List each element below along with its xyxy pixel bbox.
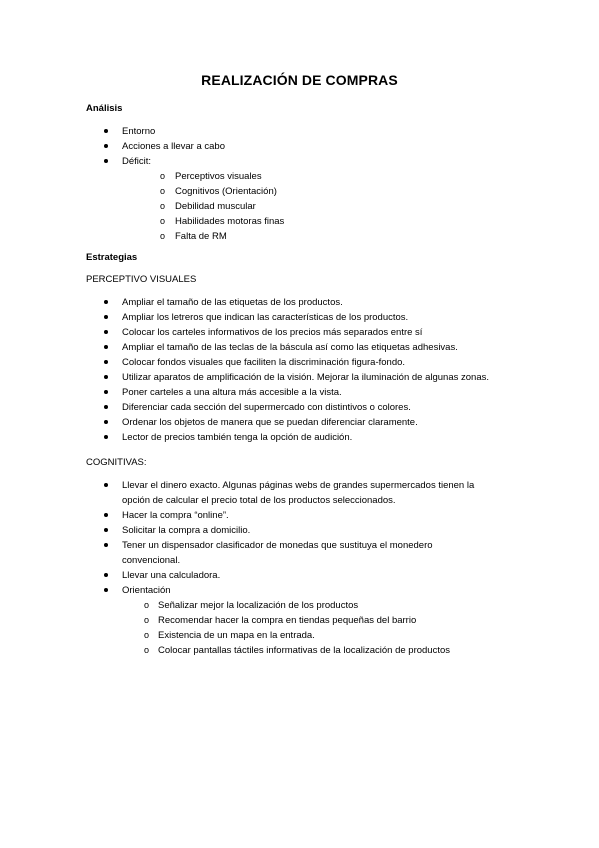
bullet-icon <box>104 483 108 487</box>
bullet-icon <box>104 144 108 148</box>
list-item: o Perceptivos visuales <box>160 171 262 182</box>
circle-bullet-icon: o <box>144 615 150 625</box>
list-item: o Existencia de un mapa en la entrada. <box>144 630 315 641</box>
bullet-icon <box>104 315 108 319</box>
bullet-icon <box>104 405 108 409</box>
bullet-icon <box>104 375 108 379</box>
circle-bullet-icon: o <box>160 186 166 196</box>
bullet-icon <box>104 345 108 349</box>
circle-bullet-icon: o <box>160 216 166 226</box>
bullet-icon <box>104 588 108 592</box>
list-item: o Señalizar mejor la localización de los productos <box>144 600 359 611</box>
bullet-icon <box>104 573 108 577</box>
list-item: Ampliar el tamaño de las etiquetas de los productos. <box>104 295 544 310</box>
list-item: Entorno <box>104 124 524 139</box>
list-item: Tener un dispensador clasificador de monedas que sustituya el monedero convencional. <box>104 538 482 568</box>
list-item: Poner carteles a una altura más accesible a la vista. <box>104 385 544 400</box>
list-item: o Debilidad muscular <box>160 201 256 212</box>
bullet-icon <box>104 129 108 133</box>
circle-bullet-icon: o <box>160 171 166 181</box>
list-item: Déficit: o Perceptivos visuales o Cognitivos (Orientación) o Debilidad muscular o Habilidades motoras finas o Falta de RM <box>104 154 524 244</box>
circle-bullet-icon: o <box>144 600 150 610</box>
analisis-list <box>104 124 524 244</box>
perceptivo-list <box>104 295 544 445</box>
bullet-icon <box>104 360 108 364</box>
bullet-icon <box>104 435 108 439</box>
circle-bullet-icon: o <box>160 231 166 241</box>
bullet-icon <box>104 528 108 532</box>
cognitivas-list <box>104 478 504 658</box>
bullet-icon <box>104 543 108 547</box>
list-item: Orientación o Señalizar mejor la localización de los productos o Recomendar hacer la compra en tiendas pequeñas del barrio o Existencia de un mapa en la entrada. o Colocar pantallas táctiles informativas de la localización de productos <box>104 583 504 658</box>
estrategias-heading: Estrategias <box>86 252 138 263</box>
circle-bullet-icon: o <box>144 630 150 640</box>
list-item: Ordenar los objetos de manera que se puedan diferenciar claramente. <box>104 415 544 430</box>
list-item: Colocar los carteles informativos de los precios más separados entre sí <box>104 325 544 340</box>
list-item: Solicitar la compra a domicilio. <box>104 523 504 538</box>
list-item: Llevar una calculadora. <box>104 568 504 583</box>
list-item: o Habilidades motoras finas <box>160 216 285 227</box>
bullet-icon <box>104 300 108 304</box>
bullet-icon <box>104 513 108 517</box>
circle-bullet-icon: o <box>160 201 166 211</box>
perceptivo-heading: PERCEPTIVO VISUALES <box>86 274 197 285</box>
orientacion-sublist <box>122 598 504 658</box>
page-title: REALIZACIÓN DE COMPRAS <box>201 72 398 88</box>
list-item: Ampliar el tamaño de las teclas de la báscula así como las etiquetas adhesivas. <box>104 340 544 355</box>
circle-bullet-icon: o <box>144 645 150 655</box>
list-item: Diferenciar cada sección del supermercado con distintivos o colores. <box>104 400 544 415</box>
bullet-icon <box>104 420 108 424</box>
bullet-icon <box>104 330 108 334</box>
list-item: Hacer la compra “online”. <box>104 508 504 523</box>
list-item: Ampliar los letreros que indican las características de los productos. <box>104 310 544 325</box>
analisis-heading: Análisis <box>86 103 123 114</box>
deficit-sublist <box>122 169 524 244</box>
bullet-icon <box>104 390 108 394</box>
list-item: o Cognitivos (Orientación) <box>160 186 277 197</box>
list-item: Llevar el dinero exacto. Algunas páginas webs de grandes supermercados tienen la opción de calcular el precio total de los productos seleccionados. <box>104 478 504 508</box>
list-item: o Colocar pantallas táctiles informativas de la localización de productos <box>144 645 451 656</box>
list-item: Colocar fondos visuales que faciliten la discriminación figura-fondo. <box>104 355 544 370</box>
cognitivas-heading: COGNITIVAS: <box>86 457 147 468</box>
bullet-icon <box>104 159 108 163</box>
list-item: o Falta de RM <box>160 231 227 242</box>
list-item: Lector de precios también tenga la opción de audición. <box>104 430 544 445</box>
list-item: Utilizar aparatos de amplificación de la visión. Mejorar la iluminación de algunas zonas. <box>104 370 544 385</box>
list-item: o Recomendar hacer la compra en tiendas pequeñas del barrio <box>144 615 417 626</box>
list-item: Acciones a llevar a cabo <box>104 139 524 154</box>
